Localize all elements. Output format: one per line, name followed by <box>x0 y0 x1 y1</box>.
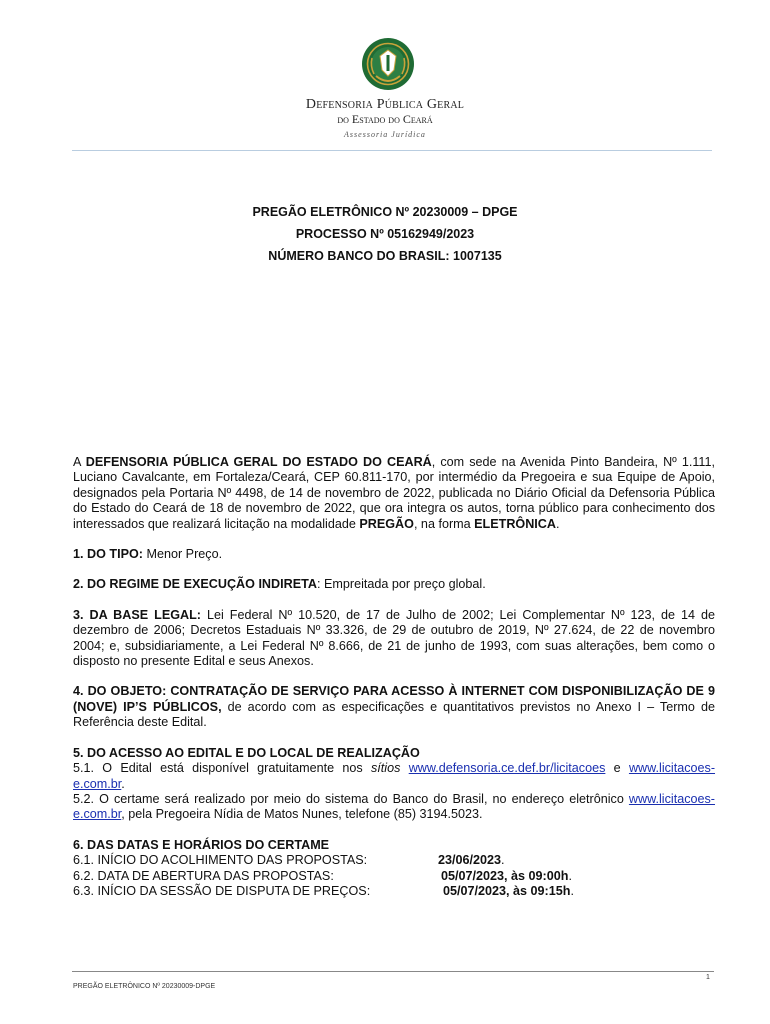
date-label: 6.2. DATA DE ABERTURA DAS PROPOSTAS: <box>73 868 334 883</box>
date-row <box>73 869 715 884</box>
date-value: 05/07/2023, às 09:15h <box>443 883 571 898</box>
org-department: Assessoria Jurídica <box>344 130 426 139</box>
section-2-heading: 2. DO REGIME DE EXECUÇÃO INDIRETA <box>73 577 317 592</box>
section-2-text: : Empreitada por preço global. <box>316 577 486 592</box>
document-body <box>73 455 715 899</box>
link-licitacoes-e[interactable]: www.licitacoes-e.com.br <box>73 761 716 791</box>
section-5-2-text-b: , pela Pregoeira Nídia de Matos Nunes, telefone (85) 3194.5023. <box>121 807 483 822</box>
defensoria-seal-icon <box>360 36 416 92</box>
footer-divider <box>72 971 714 972</box>
date-row <box>73 853 715 868</box>
section-4 <box>73 684 715 730</box>
intro-a: A <box>73 455 86 469</box>
section-5-1-text-c: e <box>605 761 629 776</box>
date-value: 23/06/2023 <box>438 853 502 868</box>
date-label: 6.3. INÍCIO DA SESSÃO DE DISPUTA DE PREÇOS: <box>73 883 371 898</box>
section-6-heading: 6. DAS DATAS E HORÁRIOS DO CERTAME <box>73 837 330 852</box>
date-end: . <box>570 883 574 898</box>
section-5-1 <box>73 761 715 792</box>
section-5-1-text-b <box>400 761 408 775</box>
date-row <box>73 884 715 899</box>
date-end: . <box>501 853 505 868</box>
date-end: . <box>568 868 572 883</box>
title-processo: PROCESSO Nº 05162949/2023 <box>295 227 475 241</box>
date-label: 6.1. INÍCIO DO ACOLHIMENTO DAS PROPOSTAS: <box>73 853 368 868</box>
intro-mid: , na forma <box>413 516 475 531</box>
section-2 <box>73 577 715 592</box>
org-name-line1: Defensoria Pública Geral <box>305 97 465 112</box>
section-3-text: Lei Federal Nº 10.520, de 17 de Julho de 2002; Lei Complementar Nº 123, de 14 de dezembro de 2006; Decretos Estaduais Nº 33.326, de 29 de outubro de 2019, Nº 27.624, de 22 de novembro 2004; e, subsidiariamente, a Lei Federal Nº 8.666, de 21 de junho de 1993, com suas alterações, bem como o disposto no presente Edital e seus Anexos. <box>73 607 715 669</box>
org-name-line2: do Estado do Ceará <box>337 112 433 126</box>
section-5-1-sitios: sítios <box>371 761 401 776</box>
section-1-heading: 1. DO TIPO: <box>73 547 143 562</box>
section-4-heading: 4. DO OBJETO: CONTRATAÇÃO DE SERVIÇO PARA ACESSO À INTERNET COM DISPONIBILIZAÇÃO DE 9 (NOVE) IP’S PÚBLICOS, <box>73 684 715 714</box>
section-5-heading: 5. DO ACESSO AO EDITAL E DO LOCAL DE REALIZAÇÃO <box>73 745 420 760</box>
section-5-2 <box>73 792 715 823</box>
intro-forma: ELETRÔNICA <box>474 516 556 531</box>
title-numero-bb: NÚMERO BANCO DO BRASIL: 1007135 <box>268 249 502 263</box>
link-defensoria-licitacoes[interactable]: www.defensoria.ce.def.br/licitacoes <box>408 761 606 776</box>
link-licitacoes-e-2[interactable]: www.licitacoes-e.com.br <box>73 791 715 822</box>
section-5-2-text-a: 5.2. O certame será realizado por meio do sistema do Banco do Brasil, no endereço eletrônico <box>73 791 629 806</box>
date-value: 05/07/2023, às 09:00h <box>441 868 569 883</box>
title-pregao: PREGÃO ELETRÔNICO Nº 20230009 – DPGE <box>252 205 518 219</box>
header-divider <box>72 150 712 151</box>
intro-paragraph <box>73 455 715 532</box>
intro-text: , com sede na Avenida Pinto Bandeira, Nº 1.111, Luciano Cavalcante, em Fortaleza/Ceará, CEP 60.811-170, por intermédio da Pregoeira e sua Equipe de Apoio, designados pela Portaria Nº 4498, de 14 de novembro de 2022, publicada no Diário Oficial da Defensoria Pública do Estado do Ceará de 18 de novembro de 2022, que ora integra os autos, torna público para conhecimento dos interessados que realizará licitação na modalidade <box>73 455 715 531</box>
intro-end: . <box>556 516 560 531</box>
section-5-1-text-a: 5.1. O Edital está disponível gratuitamente nos <box>73 761 371 776</box>
intro-org: DEFENSORIA PÚBLICA GERAL DO ESTADO DO CEARÁ <box>85 455 432 469</box>
section-1-text: Menor Preço. <box>142 547 223 562</box>
section-3 <box>73 608 715 670</box>
intro-modalidade: PREGÃO <box>359 516 414 531</box>
section-1 <box>73 547 715 562</box>
footer-text: PREGÃO ELETRÔNICO Nº 20230009-DPGE <box>73 983 216 990</box>
section-3-heading: 3. DA BASE LEGAL: <box>73 607 201 622</box>
section-4-text: de acordo com as especificações e quantitativos previstos no Anexo I – Termo de Referência deste Edital. <box>73 699 715 730</box>
section-5-1-text-d: . <box>121 776 125 791</box>
page-number: 1 <box>706 974 710 981</box>
